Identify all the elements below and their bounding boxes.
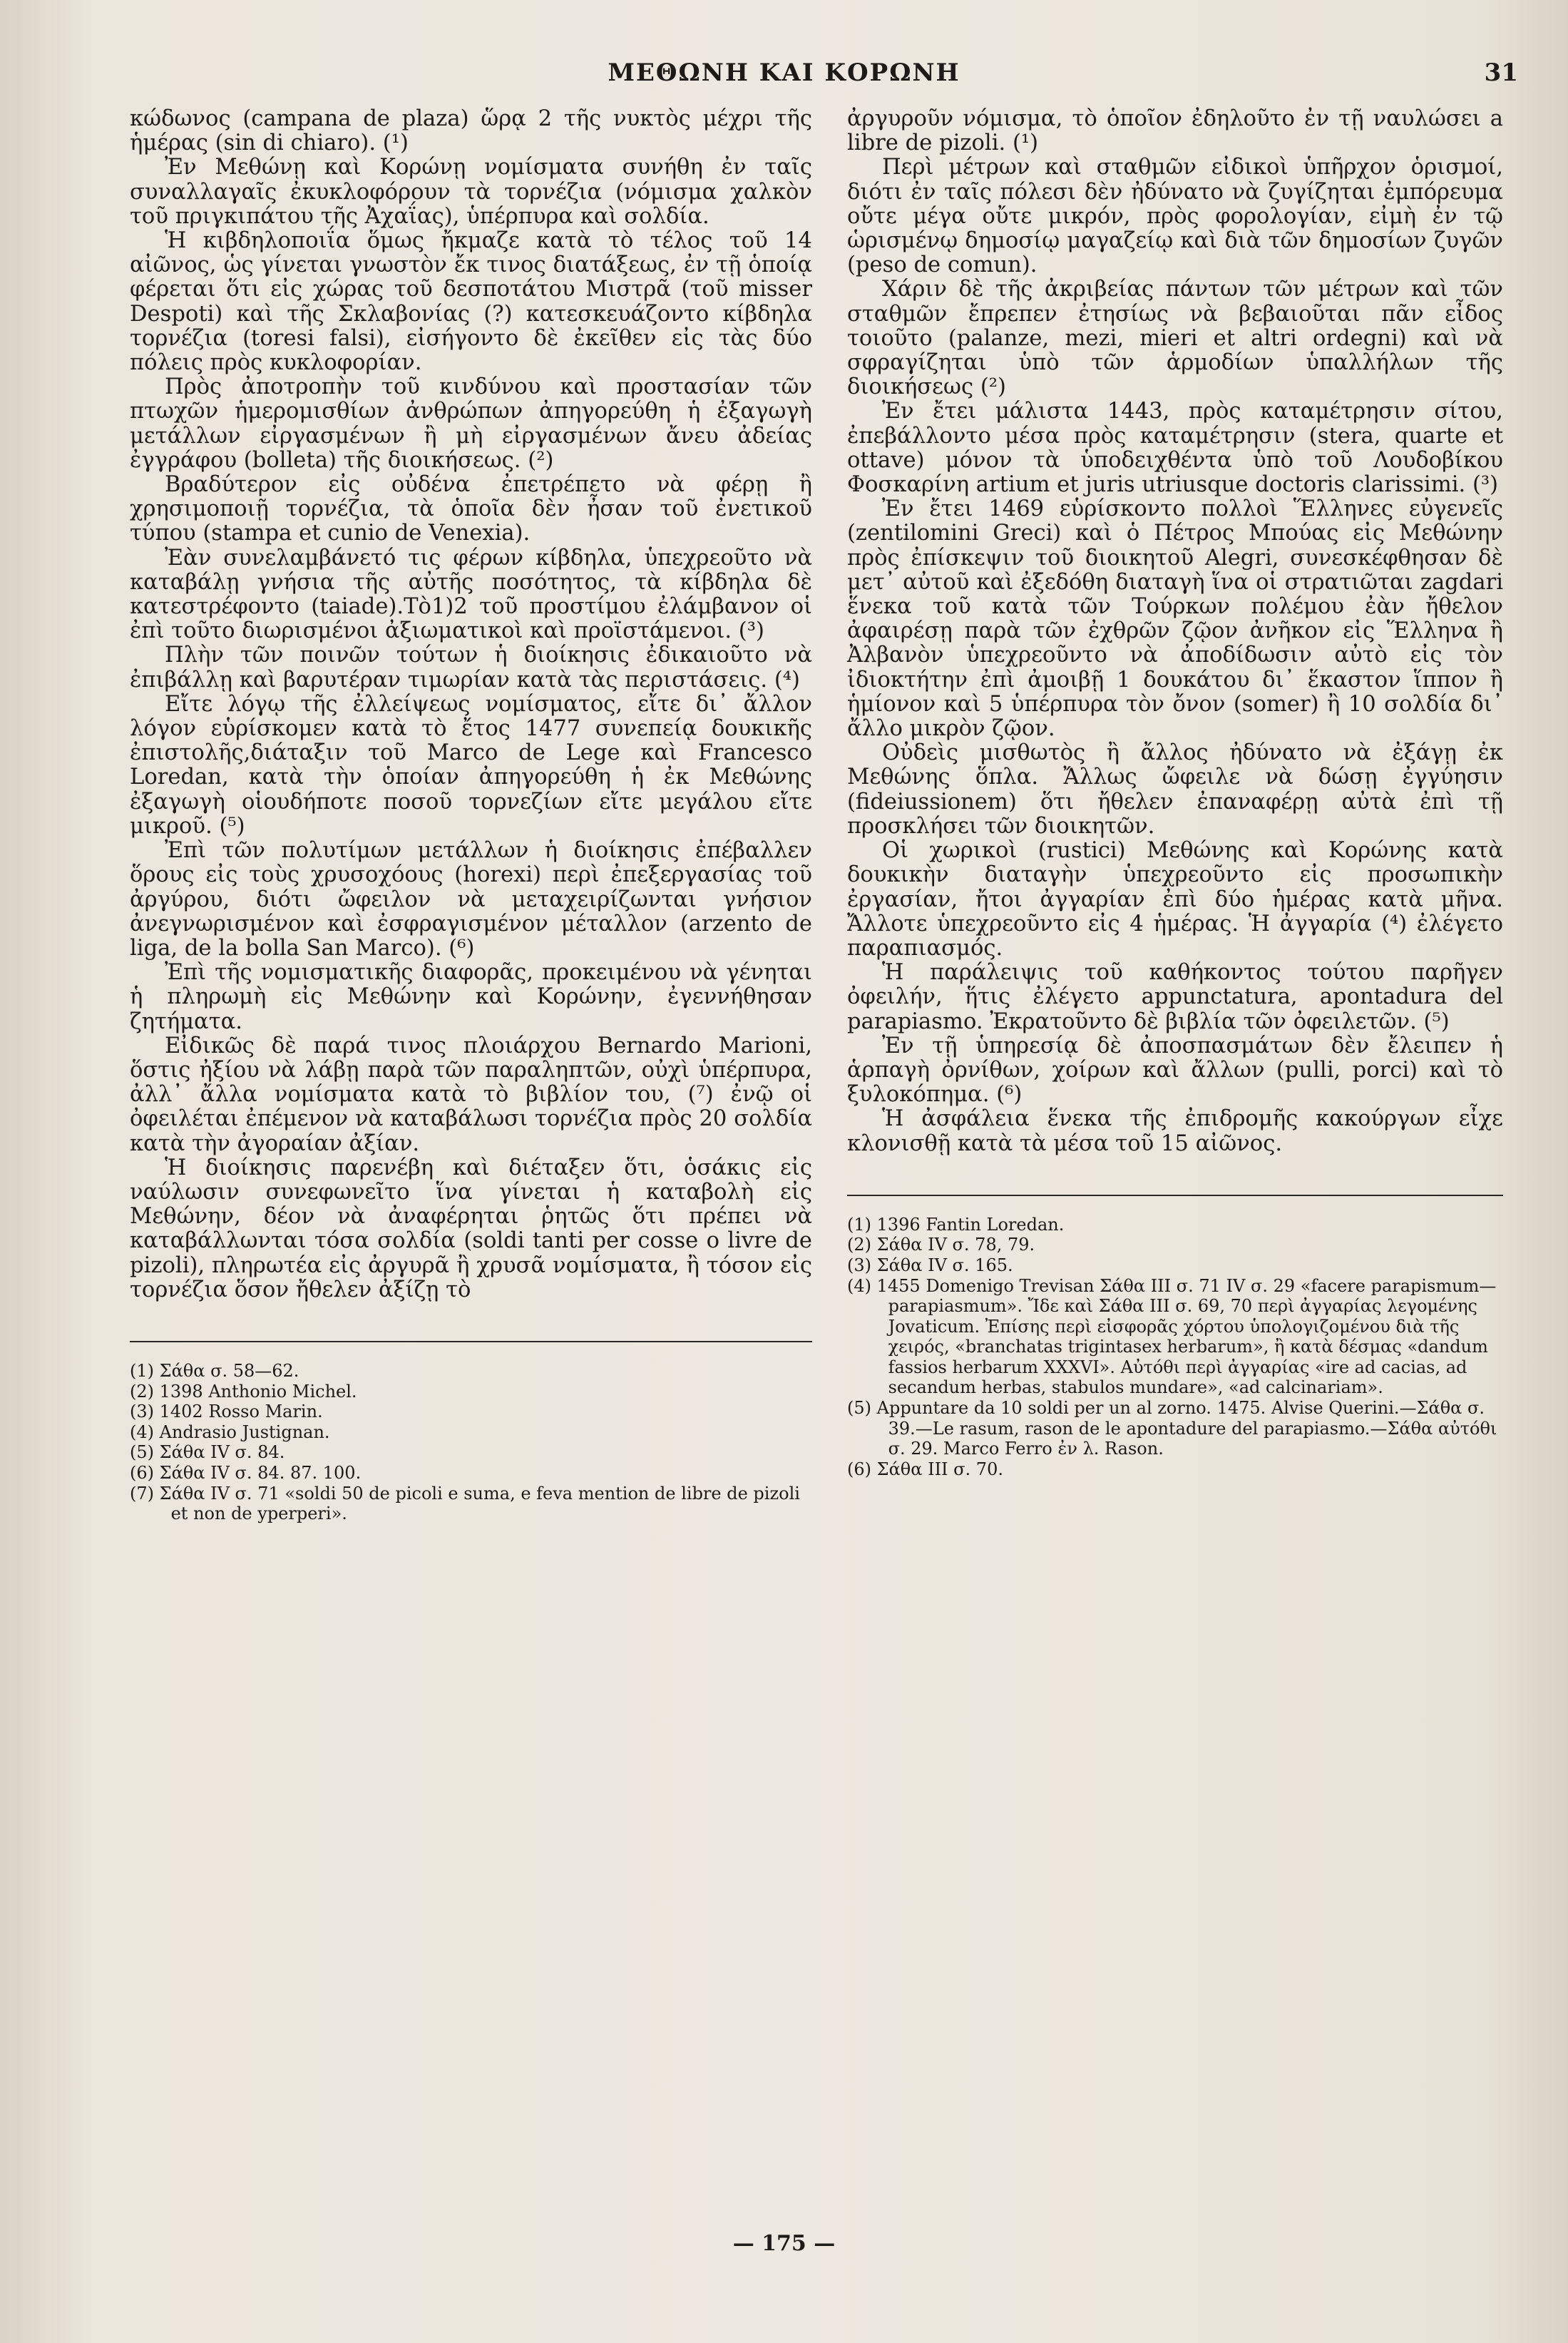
paragraph: ἀργυροῦν νόμισμα, τὸ ὁποῖον ἐδηλοῦτο ἐν τῇ ναυλώσει a libre de pizoli. (¹) [847,106,1503,156]
paragraph: Πρὸς ἀποτροπὴν τοῦ κινδύνου καὶ προστασίαν τῶν πτωχῶν ἡμερομισθίων ἀνθρώπων ἀπηγορεύθη ἡ ἐξαγωγὴ μετάλλων εἰργασμένων ἢ μὴ εἰργασμένων ἄνευ ἀδείας ἐγγράφου (bolleta) τῆς διοικήσεως. (²) [130,374,812,473]
footnote: (2) 1398 Anthonio Michel. [130,1381,357,1402]
footnote: (3) Σάθα IV σ. 165. [847,1255,1013,1275]
paragraph: κώδωνος (campana de plaza) ὥρᾳ 2 τῆς νυκτὸς μέχρι τῆς ἡμέρας (sin di chiaro). (¹) [130,106,812,156]
footnote: (1) 1396 Fantin Loredan. [847,1214,1065,1235]
paragraph: Βραδύτερον εἰς οὐδένα ἐπετρέπετο νὰ φέρῃ ἢ χρησιμοποιῇ τορνέζια, τὰ ὁποῖα δὲν ἦσαν τοῦ ἐνετικοῦ τύπου (stampa et cunio de Venexia). [130,472,812,546]
footnote: (4) Andrasio Justignan. [130,1421,330,1442]
footnote: (5) Σάθα IV σ. 84. [130,1442,285,1463]
footnote-divider [847,1195,1503,1196]
paragraph: Οἱ χωρικοὶ (rustici) Μεθώνης καὶ Κορώνης κατὰ δουκικὴν διαταγὴν ὑπεχρεοῦντο εἰς προσωπικὴν ἐργασίαν, ἤτοι ἀγγαρίαν ἐπὶ δύο ἡμέρας κατὰ μῆνα. Ἄλλοτε ὑπεχρεοῦντο εἰς 4 ἡμέρας. Ἡ ἀγγαρία (⁴) ἐλέγετο παραπιασμός. [847,838,1503,961]
left-column [130,107,812,1524]
paragraph: Ἡ παράλειψις τοῦ καθήκοντος τούτου παρῆγεν ὀφειλήν, ἥτις ἐλέγετο appunctatura, apontadura del parapiasmo. Ἐκρατοῦντο δὲ βιβλία τῶν ὀφειλετῶν. (⁵) [847,960,1503,1034]
footnote: (6) Σάθα IV σ. 84. 87. 100. [130,1462,362,1483]
paragraph: Ἐπὶ τῶν πολυτίμων μετάλλων ἡ διοίκησις ἐπέβαλλεν ὅρους εἰς τοὺς χρυσοχόους (horexi) περὶ ἐπεξεργασίας τοῦ ἀργύρου, διότι ὤφειλον νὰ μεταχειρίζωνται γνήσιον ἀνεγνωρισμένον καὶ ἐσφραγισμένον μέταλλον (arzento de liga, de la bolla San Marco). (⁶) [130,838,812,961]
paragraph: Εἴτε λόγῳ τῆς ἐλλείψεως νομίσματος, εἴτε δι᾽ ἄλλον λόγον εὑρίσκομεν κατὰ τὸ ἔτος 1477 συνεπείᾳ δουκικῆς ἐπιστολῆς,διάταξιν τοῦ Marco de Lege καὶ Francesco Loredan, κατὰ τὴν ὁποίαν ἀπηγορεύθη ἡ ἐκ Μεθώνης ἐξαγωγὴ οἱουδήποτε ποσοῦ τορνεζίων εἴτε μεγάλου εἴτε μικροῦ. (⁵) [130,691,812,839]
footnote: (1) Σάθα σ. 58—62. [130,1360,299,1381]
folio-number: — 175 — [732,2231,836,2256]
paragraph: Ἐπὶ τῆς νομισματικῆς διαφορᾶς, προκειμένου νὰ γένηται ἡ πληρωμὴ εἰς Μεθώνην καὶ Κορώνην, ἐγεννήθησαν ζητήματα. [130,960,812,1034]
paragraph: Χάριν δὲ τῆς ἀκριβείας πάντων τῶν μέτρων καὶ τῶν σταθμῶν ἔπρεπεν ἐτησίως νὰ βεβαιοῦται πᾶν εἶδος τοιοῦτο (palanze, mezi, mieri et altri ordegni) καὶ νὰ σφραγίζηται ὑπὸ τῶν ἁρμοδίων ὑπαλλήλων τῆς διοικήσεως (²) [847,277,1503,400]
paragraph: Ἐν ἔτει μάλιστα 1443, πρὸς καταμέτρησιν σίτου, ἐπεβάλλοντο μέσα πρὸς καταμέτρησιν (stera, quarte et ottave) μόνον τὰ ὑποδειχθέντα ὑπὸ τοῦ Λουδοβίκου Φοσκαρίνη artium et juris utriusque doctoris clarissimi. (³) [847,399,1503,498]
footnote: (2) Σάθα IV σ. 78, 79. [847,1235,1035,1255]
right-column [847,107,1503,1479]
paragraph: Ἐὰν συνελαμβάνετό τις φέρων κίβδηλα, ὑπεχρεοῦτο νὰ καταβάλῃ γνήσια τῆς αὐτῆς ποσότητος, τὰ κίβδηλα δὲ κατεστρέφοντο (taiade).Τὸ1)2 τοῦ προστίμου ἐλάμβανον οἱ ἐπὶ τοῦτο διωρισμένοι ἀξιωματικοὶ καὶ προϊστάμενοι. (³) [130,545,812,644]
paragraph: Περὶ μέτρων καὶ σταθμῶν εἰδικοὶ ὑπῆρχον ὁρισμοί, διότι ἐν ταῖς πόλεσι δὲν ἠδύνατο νὰ ζυγίζηται ἐμπόρευμα οὔτε μέγα οὔτε μικρόν, πρὸς φορολογίαν, εἰμὴ ἐν τῷ ὡρισμένῳ δημοσίῳ μαγαζείῳ καὶ διὰ τῶν δημοσίων ζυγῶν (peso de comun). [847,155,1503,278]
paragraph: Εἰδικῶς δὲ παρά τινος πλοιάρχου Bernardo Marioni, ὅστις ἠξίου νὰ λάβῃ παρὰ τῶν παραληπτῶν, οὐχὶ ὑπέρπυρα, ἀλλ᾽ ἄλλα νομίσματα κατὰ τὸ βιβλίον του, (⁷) ἐνῷ οἱ ὀφειλέται ἐπέμενον νὰ καταβάλωσι τορνέζια πρὸς 20 σολδία κατὰ τὴν ἀγοραίαν ἀξίαν. [130,1033,812,1156]
running-title: ΜΕΘΩΝΗ ΚΑΙ ΚΟΡΩΝΗ [608,58,960,87]
paragraph: Ἐν Μεθώνῃ καὶ Κορώνῃ νομίσματα συνήθη ἐν ταῖς συναλλαγαῖς ἐκυκλοφόρουν τὰ τορνέζια (νόμισμα χαλκὸν τοῦ πριγκιπάτου τῆς Ἀχαΐας), ὑπέρπυρα καὶ σολδία. [130,155,812,229]
paragraph: Οὐδεὶς μισθωτὸς ἢ ἄλλος ἠδύνατο νὰ ἐξάγῃ ἐκ Μεθώνης ὅπλα. Ἄλλως ὤφειλε νὰ δώσῃ ἐγγύησιν (fideiussionem) ὅτι ἤθελεν ἐπαναφέρῃ αὐτὰ ἐπὶ τῇ προσκλήσει τῶν διοικητῶν. [847,740,1503,839]
footnotes-right [847,1215,1503,1480]
running-head [0,50,1568,93]
footnote: (6) Σάθα III σ. 70. [847,1459,1003,1479]
paragraph: Ἐν τῇ ὑπηρεσίᾳ δὲ ἀποσπασμάτων δὲν ἔλειπεν ἡ ἁρπαγὴ ὀρνίθων, χοίρων καὶ ἄλλων (pulli, porci) καὶ τὸ ξυλοκόπημα. (⁶) [847,1033,1503,1108]
footnote: (5) Appuntare da 10 soldi per un al zorno. 1475. Alvise Querini.—Σάθα σ. 39.—Le rasum, rason de le apontadure del parapiasmo.—Σάθα αὐτόθι σ. 29. Marco Ferro ἐν λ. Rason. [847,1398,1497,1459]
footnote: (7) Σάθα IV σ. 71 «soldi 50 de picoli e suma, e feva mention de libre de pizoli et non de yperperi». [130,1483,800,1524]
paragraph: Ἡ διοίκησις παρενέβη καὶ διέταξεν ὅτι, ὁσάκις εἰς ναύλωσιν συνεφωνεῖτο ἵνα γίνεται ἡ καταβολὴ εἰς Μεθώνην, δέον νὰ ἀναφέρηται ῥητῶς ὅτι πρέπει νὰ καταβάλλωνται τόσα σολδία (soldi tanti per cosse o livre de pizoli), πληρωτέα εἰς ἀργυρᾶ ἢ χρυσᾶ νομίσματα, ἢ τόσον εἰς τορνέζια ὅσον ἤθελεν ἀξίζῃ τὸ [130,1155,812,1302]
paragraph: Πλὴν τῶν ποινῶν τούτων ἡ διοίκησις ἐδικαιοῦτο νὰ ἐπιβάλλῃ καὶ βαρυτέραν τιμωρίαν κατὰ τὰς περιστάσεις. (⁴) [130,643,812,693]
paragraph: Ἐν ἔτει 1469 εὑρίσκοντο πολλοὶ Ἕλληνες εὐγενεῖς (zentilomini Greci) καὶ ὁ Πέτρος Μπούας εἰς Μεθώνην πρὸς ἐπίσκεψιν τοῦ διοικητοῦ Alegri, συνεσκέφθησαν δὲ μετ᾽ αὐτοῦ καὶ ἐξεδόθη διαταγὴ ἵνα οἱ στρατιῶται zagdari ἕνεκα τοῦ κατὰ τῶν Τούρκων πολέμου ἐὰν ἤθελον ἀφαιρέσῃ παρὰ τῶν ἐχθρῶν ζῷον ἀνῆκον εἰς Ἕλληνα ἢ Ἀλβανὸν ὑπεχρεοῦντο νὰ ἀποδίδωσιν αὐτὸ εἰς τὸν ἰδιοκτήτην ἐπὶ ἀμοιβῇ 1 δουκάτου δι᾽ ἕκαστον ἵππον ἢ ἡμίονον καὶ 5 ὑπέρπυρα τὸν ὄνον (somer) ἢ 10 σολδία δι᾽ ἄλλο μικρὸν ζῷον. [847,496,1503,742]
footnote: (3) 1402 Rosso Marin. [130,1402,323,1422]
footnotes-left [130,1361,812,1524]
footnote: (4) 1455 Domenigo Trevisan Σάθα III σ. 71 IV σ. 29 «facere parapismum—parapiasmum». Ἴδε καὶ Σάθα III σ. 69, 70 περὶ ἀγγαρίας λεγομένης Jovaticum. Ἐπίσης περὶ εἰσφορᾶς χόρτου ὑπολογιζομένου διὰ τῆς χειρός, «branchatas trigintasex herbarum», ἢ κατὰ δέσμας «dandum fassios herbarum XXXVI». Αὐτόθι περὶ ἀγγαρίας «ire ad cacias, ad secandum herbas, stabulos mundare», «ad calcinariam». [847,1275,1497,1398]
paragraph: Ἡ ἀσφάλεια ἕνεκα τῆς ἐπιδρομῆς κακούργων εἶχε κλονισθῇ κατὰ τὰ μέσα τοῦ 15 αἰῶνος. [847,1106,1503,1156]
footnote-divider [130,1341,812,1342]
paragraph: Ἡ κιβδηλοποιΐα ὅμως ἤκμαζε κατὰ τὸ τέλος τοῦ 14 αἰῶνος, ὡς γίνεται γνωστὸν ἔκ τινος διατάξεως, ἐν τῇ ὁποίᾳ φέρεται ὅτι εἰς χώρας τοῦ δεσποτάτου Μιστρᾶ (τοῦ misser Despoti) καὶ τῆς Σκλαβονίας (?) κατεσκευάζοντο κίβδηλα τορνέζια (toresi falsi), εἰσήγοντο δὲ ἐκεῖθεν εἰς τὰς δύο πόλεις πρὸς κυκλοφορίαν. [130,228,812,376]
page-number: 31 [1484,58,1518,87]
